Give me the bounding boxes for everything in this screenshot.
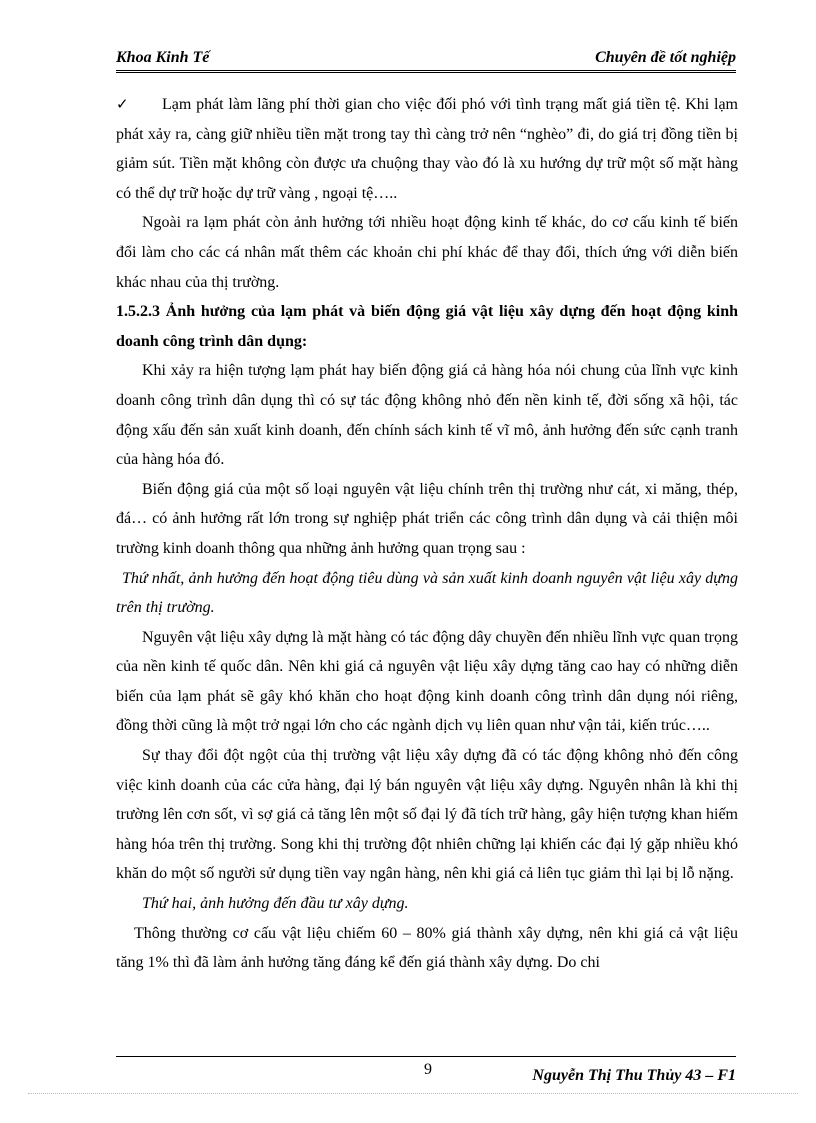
checkmark-icon: ✓	[116, 95, 129, 113]
italic-subheading: Thứ hai, ảnh hưởng đến đầu tư xây dựng.	[142, 895, 409, 913]
header-faculty: Khoa Kinh Tế	[116, 49, 210, 66]
paragraph-text: Lạm phát làm lãng phí thời gian cho việc đối phó với tình trạng mất giá tiền tệ. Khi lạm phát xảy ra, càng giữ nhiều tiền mặt trong tay thì càng trở nên “nghèo” đi, do giá trị đồng tiền bị giảm sút. Tiền mặt không còn được ưa chuộng thay vào đó là xu hướng dự trữ một số mặt hàng có thể dự trữ hoặc dự trữ vàng , ngoại tệ…..	[116, 96, 738, 202]
paragraph: Thông thường cơ cấu vật liệu chiếm 60 – 80% giá thành xây dựng, nên khi giá cả vật liệu tăng 1% thì đã làm ảnh hưởng tăng đáng kể đến giá thành xây dựng. Do chi	[116, 924, 738, 972]
paragraph: Khi xảy ra hiện tượng lạm phát hay biến động giá cả hàng hóa nói chung của lĩnh vực kinh doanh công trình dân dụng thì có sự tác động không nhỏ đến nền kinh tế, đời sống xã hội, tác động xấu đến sản xuất kinh doanh, đến chính sách kinh tế vĩ mô, ảnh hưởng đến sức cạnh tranh của hàng hóa đó.	[116, 362, 738, 469]
footer-author: Nguyễn Thị Thu Thủy 43 – F1	[532, 1067, 736, 1084]
page-bottom-divider	[28, 1093, 798, 1094]
italic-subheading: Thứ nhất, ảnh hưởng đến hoạt động tiêu dùng và sản xuất kinh doanh nguyên vật liệu xây dựng trên thị trường.	[116, 569, 738, 617]
section-heading: 1.5.2.3 Ảnh hưởng của lạm phát và biến động giá vật liệu xây dựng đến hoạt động kinh doanh công trình dân dụng:	[116, 303, 738, 350]
paragraph: Nguyên vật liệu xây dựng là mặt hàng có tác động dây chuyền đến nhiều lĩnh vực quan trọng của nền kinh tế quốc dân. Nên khi giá cả nguyên vật liệu xây dựng tăng cao hay có những diễn biến của lạm phát sẽ gây khó khăn cho hoạt động kinh doanh công trình dân dụng nói riêng, đồng thời cũng là một trở ngại lớn cho các ngành dịch vụ liên quan như vận tải, kiến trúc…..	[116, 628, 738, 735]
header-document-type: Chuyên đề tốt nghiệp	[595, 49, 736, 66]
bullet-paragraph	[116, 90, 738, 208]
page-header	[116, 46, 736, 73]
paragraph: Sự thay đổi đột ngột của thị trường vật liệu xây dựng đã có tác động không nhỏ đến công việc kinh doanh của các cửa hàng, đại lý bán nguyên vật liệu xây dựng. Nguyên nhân là khi thị trường lên cơn sốt, vì sợ giá cả tăng lên một số đại lý đã tích trữ hàng, gây hiện tượng khan hiếm hàng hóa trên thị trường. Song khi thị trường đột nhiên chững lại khiến các đại lý gặp nhiều khó khăn do một số người sử dụng tiền vay ngân hàng, nên khi giá cả liên tục giảm thì lại bị lỗ nặng.	[116, 747, 738, 883]
page-footer	[116, 1056, 736, 1087]
page-body	[116, 90, 738, 978]
page-number: 9	[424, 1061, 432, 1078]
paragraph: Ngoài ra lạm phát còn ảnh hưởng tới nhiều hoạt động kinh tế khác, do cơ cấu kinh tế biến đổi làm cho các cá nhân mất thêm các khoản chi phí khác để thay đổi, thích ứng với diễn biến khác nhau của thị trường.	[116, 214, 738, 291]
paragraph: Biến động giá của một số loại nguyên vật liệu chính trên thị trường như cát, xi măng, thép, đá… có ảnh hưởng rất lớn trong sự nghiệp phát triển các công trình dân dụng và cải thiện môi trường kinh doanh thông qua những ảnh hưởng quan trọng sau :	[116, 480, 738, 557]
